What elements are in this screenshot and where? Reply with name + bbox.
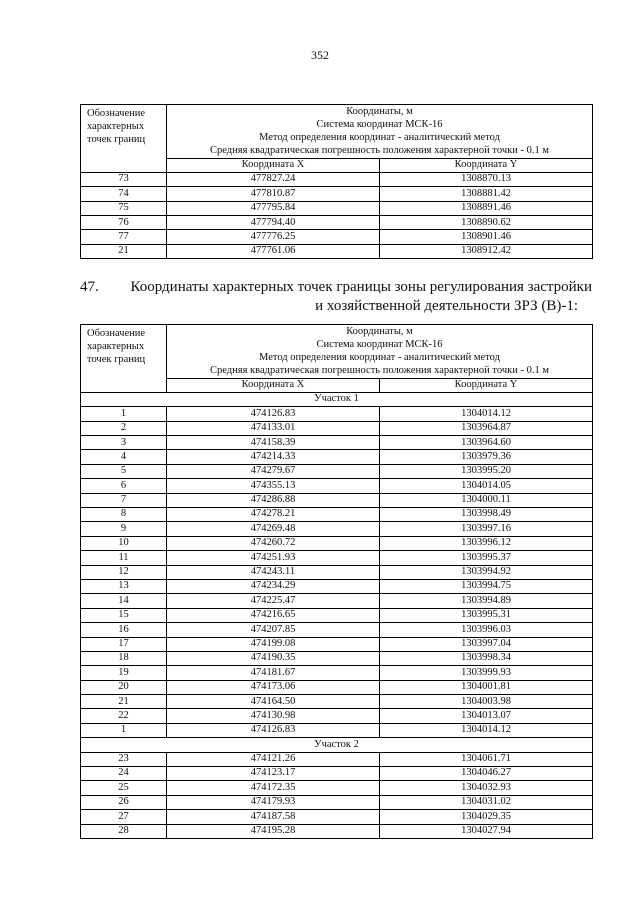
table-row	[81, 536, 593, 550]
table-row	[81, 565, 593, 579]
y-coordinate-cell: 1308901.46	[380, 230, 593, 244]
table-header-row	[81, 105, 593, 159]
x-coordinate-cell: 477795.84	[167, 201, 380, 215]
table1-body	[81, 172, 593, 258]
table-row	[81, 608, 593, 622]
point-number-cell: 11	[81, 551, 167, 565]
x-coordinate-cell: 474195.28	[167, 824, 380, 838]
y-coordinate-cell: 1303999.93	[380, 666, 593, 680]
x-coordinate-cell: 474121.26	[167, 752, 380, 766]
point-number-cell: 21	[81, 695, 167, 709]
point-number-cell: 10	[81, 536, 167, 550]
table-row	[81, 651, 593, 665]
x-coordinate-cell: 474207.85	[167, 623, 380, 637]
x-coordinate-cell: 477810.87	[167, 187, 380, 201]
y-coordinate-cell: 1303994.92	[380, 565, 593, 579]
x-coordinate-cell: 474269.48	[167, 522, 380, 536]
x-coordinate-cell: 474234.29	[167, 579, 380, 593]
x-coordinate-cell: 474225.47	[167, 594, 380, 608]
y-coordinate-cell: 1304027.94	[380, 824, 593, 838]
point-label-header: Обозначение характерных точек границ	[81, 325, 167, 393]
x-coordinate-cell: 474187.58	[167, 810, 380, 824]
section-row	[81, 738, 593, 752]
table-row	[81, 508, 593, 522]
y-coordinate-cell: 1304029.35	[380, 810, 593, 824]
table-row	[81, 709, 593, 723]
y-coordinate-cell: 1303998.49	[380, 508, 593, 522]
y-column-header: Координата Y	[380, 158, 593, 172]
table-row	[81, 216, 593, 230]
table-row	[81, 187, 593, 201]
y-coordinate-cell: 1304000.11	[380, 493, 593, 507]
y-coordinate-cell: 1303996.03	[380, 623, 593, 637]
point-number-cell: 75	[81, 201, 167, 215]
x-coordinate-cell: 477827.24	[167, 172, 380, 186]
section-title-line1: Координаты характерных точек границы зоны регулирования застройки	[130, 279, 592, 295]
point-number-cell: 77	[81, 230, 167, 244]
y-coordinate-cell: 1304003.98	[380, 695, 593, 709]
table2-body	[81, 392, 593, 838]
table-row	[81, 767, 593, 781]
table-row	[81, 810, 593, 824]
table-row	[81, 172, 593, 186]
point-number-cell: 15	[81, 608, 167, 622]
y-coordinate-cell: 1303996.12	[380, 536, 593, 550]
section-row	[81, 392, 593, 406]
y-coordinate-cell: 1303997.04	[380, 637, 593, 651]
point-number-cell: 14	[81, 594, 167, 608]
point-number-cell: 9	[81, 522, 167, 536]
section-title-line2: и хозяйственной деятельности ЗРЗ (В)-1:	[315, 298, 578, 314]
point-number-cell: 16	[81, 623, 167, 637]
table-row	[81, 522, 593, 536]
point-number-cell: 17	[81, 637, 167, 651]
table-row	[81, 723, 593, 737]
point-number-cell: 7	[81, 493, 167, 507]
x-coordinate-cell: 474355.13	[167, 479, 380, 493]
y-coordinate-cell: 1303995.31	[380, 608, 593, 622]
x-coordinate-cell: 474243.11	[167, 565, 380, 579]
x-coordinate-cell: 474172.35	[167, 781, 380, 795]
x-coordinate-cell: 474216.65	[167, 608, 380, 622]
point-number-cell: 74	[81, 187, 167, 201]
point-number-cell: 12	[81, 565, 167, 579]
section-number: 47.	[80, 279, 99, 295]
table-row	[81, 464, 593, 478]
table-row	[81, 407, 593, 421]
header-line-system: Система координат МСК-16	[316, 119, 443, 131]
point-number-cell: 22	[81, 709, 167, 723]
x-coordinate-cell: 474179.93	[167, 795, 380, 809]
x-coordinate-cell: 477761.06	[167, 244, 380, 258]
table-row	[81, 244, 593, 258]
table-row	[81, 436, 593, 450]
x-coordinate-cell: 474123.17	[167, 767, 380, 781]
y-coordinate-cell: 1304046.27	[380, 767, 593, 781]
y-coordinate-cell: 1308891.46	[380, 201, 593, 215]
point-number-cell: 26	[81, 795, 167, 809]
y-coordinate-cell: 1304031.02	[380, 795, 593, 809]
section-label-cell: Участок 1	[81, 392, 593, 406]
y-coordinate-cell: 1303995.37	[380, 551, 593, 565]
point-number-cell: 5	[81, 464, 167, 478]
x-coordinate-cell: 474279.67	[167, 464, 380, 478]
x-coordinate-cell: 474190.35	[167, 651, 380, 665]
x-coordinate-cell: 474286.88	[167, 493, 380, 507]
point-number-cell: 3	[81, 436, 167, 450]
header-line-accuracy: Средняя квадратическая погрешность положения характерной точки - 0.1 м	[210, 365, 549, 377]
x-coordinate-cell: 474158.39	[167, 436, 380, 450]
y-coordinate-cell: 1304061.71	[380, 752, 593, 766]
header-line-method: Метод определения координат - аналитический метод	[259, 132, 500, 144]
table-row	[81, 551, 593, 565]
table-header-row	[81, 325, 593, 379]
y-column-header: Координата Y	[380, 378, 593, 392]
section-heading	[80, 278, 592, 316]
x-coordinate-cell: 474278.21	[167, 508, 380, 522]
y-coordinate-cell: 1308881.42	[380, 187, 593, 201]
x-coordinate-cell: 477776.25	[167, 230, 380, 244]
point-number-cell: 23	[81, 752, 167, 766]
point-number-cell: 13	[81, 579, 167, 593]
table-row	[81, 479, 593, 493]
point-number-cell: 4	[81, 450, 167, 464]
header-line-method: Метод определения координат - аналитический метод	[259, 352, 500, 364]
y-coordinate-cell: 1308890.62	[380, 216, 593, 230]
point-number-cell: 24	[81, 767, 167, 781]
x-coordinate-cell: 474133.01	[167, 421, 380, 435]
table-row	[81, 450, 593, 464]
x-column-header: Координата X	[167, 378, 380, 392]
x-coordinate-cell: 474130.98	[167, 709, 380, 723]
point-label-header: Обозначение характерных точек границ	[81, 105, 167, 173]
x-coordinate-cell: 477794.40	[167, 216, 380, 230]
x-column-header: Координата X	[167, 158, 380, 172]
x-coordinate-cell: 474199.08	[167, 637, 380, 651]
point-number-cell: 1	[81, 723, 167, 737]
header-line-accuracy: Средняя квадратическая погрешность положения характерной точки - 0.1 м	[210, 145, 549, 157]
y-coordinate-cell: 1304001.81	[380, 680, 593, 694]
point-number-cell: 73	[81, 172, 167, 186]
x-coordinate-cell: 474164.50	[167, 695, 380, 709]
x-coordinate-cell: 474126.83	[167, 407, 380, 421]
y-coordinate-cell: 1308912.42	[380, 244, 593, 258]
point-number-cell: 27	[81, 810, 167, 824]
table-row	[81, 695, 593, 709]
point-number-cell: 2	[81, 421, 167, 435]
point-number-cell: 6	[81, 479, 167, 493]
table-row	[81, 680, 593, 694]
y-coordinate-cell: 1304014.05	[380, 479, 593, 493]
table-row	[81, 579, 593, 593]
y-coordinate-cell: 1304014.12	[380, 407, 593, 421]
section-label-cell: Участок 2	[81, 738, 593, 752]
header-line-units: Координаты, м	[346, 326, 413, 337]
point-number-cell: 21	[81, 244, 167, 258]
y-coordinate-cell: 1303979.36	[380, 450, 593, 464]
table-row	[81, 824, 593, 838]
y-coordinate-cell: 1304032.93	[380, 781, 593, 795]
coordinates-table-zrz	[80, 324, 593, 839]
y-coordinate-cell: 1303995.20	[380, 464, 593, 478]
table-row	[81, 421, 593, 435]
table-row	[81, 493, 593, 507]
x-coordinate-cell: 474251.93	[167, 551, 380, 565]
point-number-cell: 8	[81, 508, 167, 522]
x-coordinate-cell: 474126.83	[167, 723, 380, 737]
table-row	[81, 637, 593, 651]
y-coordinate-cell: 1303998.34	[380, 651, 593, 665]
point-number-cell: 18	[81, 651, 167, 665]
coordinate-system-header	[167, 105, 593, 159]
point-number-cell: 19	[81, 666, 167, 680]
table-row	[81, 781, 593, 795]
point-number-cell: 1	[81, 407, 167, 421]
table-row	[81, 201, 593, 215]
y-coordinate-cell: 1308870.13	[380, 172, 593, 186]
y-coordinate-cell: 1303964.87	[380, 421, 593, 435]
y-coordinate-cell: 1303997.16	[380, 522, 593, 536]
point-number-cell: 76	[81, 216, 167, 230]
y-coordinate-cell: 1304013.07	[380, 709, 593, 723]
table-row	[81, 666, 593, 680]
y-coordinate-cell: 1303994.75	[380, 579, 593, 593]
table-row	[81, 230, 593, 244]
table-row	[81, 752, 593, 766]
table-row	[81, 623, 593, 637]
header-line-units: Координаты, м	[346, 106, 413, 117]
coordinate-system-header	[167, 325, 593, 379]
point-number-cell: 20	[81, 680, 167, 694]
y-coordinate-cell: 1303964.60	[380, 436, 593, 450]
y-coordinate-cell: 1303994.89	[380, 594, 593, 608]
header-line-system: Система координат МСК-16	[316, 339, 443, 351]
x-coordinate-cell: 474173.06	[167, 680, 380, 694]
x-coordinate-cell: 474181.67	[167, 666, 380, 680]
point-number-cell: 25	[81, 781, 167, 795]
point-number-cell: 28	[81, 824, 167, 838]
page-number: 352	[311, 48, 329, 62]
coordinates-table-continued	[80, 104, 593, 259]
x-coordinate-cell: 474214.33	[167, 450, 380, 464]
y-coordinate-cell: 1304014.12	[380, 723, 593, 737]
x-coordinate-cell: 474260.72	[167, 536, 380, 550]
table-row	[81, 795, 593, 809]
table-row	[81, 594, 593, 608]
